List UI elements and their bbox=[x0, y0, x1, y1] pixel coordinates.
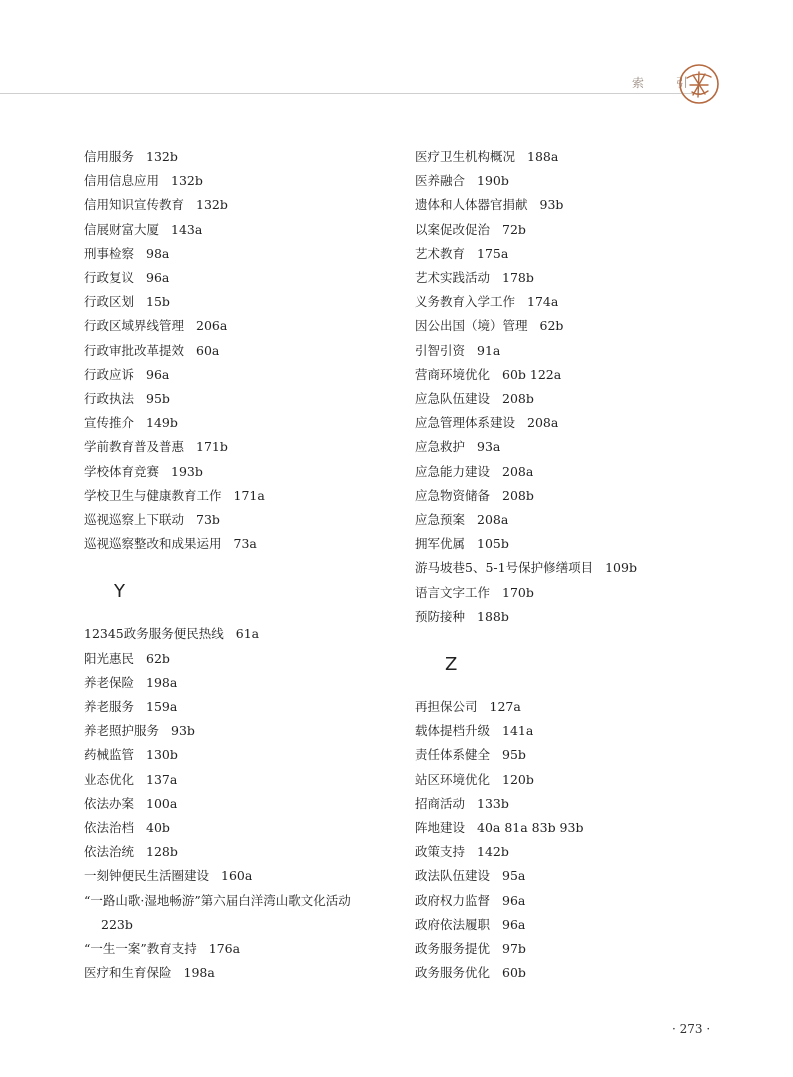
index-page-ref: 95b bbox=[146, 391, 170, 407]
index-page-ref: 193b bbox=[171, 463, 203, 479]
index-entry bbox=[415, 768, 715, 792]
index-term: 阳光惠民 bbox=[84, 650, 135, 666]
index-column-right bbox=[415, 145, 715, 986]
index-entry bbox=[415, 460, 715, 484]
index-entry bbox=[415, 913, 715, 937]
index-entry bbox=[84, 864, 414, 888]
index-page-ref: 142b bbox=[477, 844, 509, 860]
index-page-ref: 171a bbox=[233, 487, 265, 503]
index-page-ref: 105b bbox=[477, 536, 509, 552]
index-term: 应急物资储备 bbox=[415, 487, 491, 503]
index-entry bbox=[415, 695, 715, 719]
index-term: 养老服务 bbox=[84, 699, 135, 715]
index-entry bbox=[84, 435, 414, 459]
seal-logo-icon bbox=[678, 63, 720, 105]
index-page-ref: 149b bbox=[146, 415, 178, 431]
index-entry bbox=[415, 314, 715, 338]
index-entry bbox=[415, 363, 715, 387]
index-page-ref: 208b bbox=[502, 391, 534, 407]
index-term: 拥军优属 bbox=[415, 536, 466, 552]
index-page-ref: 97b bbox=[502, 941, 526, 957]
index-term: 政法队伍建设 bbox=[415, 868, 491, 884]
index-term: 信用信息应用 bbox=[84, 173, 160, 189]
index-term: 依法办案 bbox=[84, 795, 135, 811]
index-page-ref: 137a bbox=[146, 771, 178, 787]
index-page-ref: 98a bbox=[146, 245, 170, 261]
index-page-ref: 93a bbox=[477, 439, 501, 455]
index-page-ref: 96a bbox=[502, 892, 526, 908]
index-page-ref: 174a bbox=[527, 294, 559, 310]
index-term: 再担保公司 bbox=[415, 699, 478, 715]
index-entry bbox=[415, 961, 715, 985]
index-page-ref: 95b bbox=[502, 747, 526, 763]
index-page-ref: 61a bbox=[235, 626, 260, 642]
index-term: 行政执法 bbox=[84, 391, 135, 407]
index-page-ref: 73a bbox=[233, 536, 257, 552]
index-page-ref: 72b bbox=[502, 221, 526, 237]
index-entry bbox=[415, 937, 715, 961]
entry-list-z bbox=[415, 695, 715, 985]
index-term: 责任体系健全 bbox=[415, 747, 491, 763]
index-page-ref: 120b bbox=[502, 771, 534, 787]
index-term: 信展财富大厦 bbox=[84, 221, 160, 237]
index-entry bbox=[84, 193, 414, 217]
index-page-ref: 178b bbox=[502, 270, 534, 286]
index-term: 政府权力监督 bbox=[415, 892, 491, 908]
index-page-ref: 188a bbox=[527, 149, 559, 164]
index-page-ref: 128b bbox=[146, 844, 178, 860]
index-entry bbox=[415, 411, 715, 435]
index-entry bbox=[84, 840, 414, 864]
index-term: 载体提档升级 bbox=[415, 723, 491, 739]
index-term: 以案促改促治 bbox=[415, 221, 491, 237]
index-entry bbox=[415, 581, 715, 605]
index-entry bbox=[415, 864, 715, 888]
index-page-ref: 198a bbox=[146, 674, 178, 690]
index-entry bbox=[415, 145, 715, 169]
index-page-ref: 60b bbox=[502, 965, 526, 981]
index-term: 巡视巡察整改和成果运用 bbox=[84, 536, 222, 552]
index-page-ref: 160a bbox=[221, 868, 253, 884]
index-page-ref: 208a bbox=[527, 415, 559, 431]
index-entry bbox=[84, 622, 414, 646]
index-term: 语言文字工作 bbox=[415, 584, 491, 600]
index-entry bbox=[84, 242, 414, 266]
index-term: 站区环境优化 bbox=[415, 771, 491, 787]
index-page-ref: 170b bbox=[502, 584, 534, 600]
index-page-ref: 73b bbox=[196, 512, 220, 528]
index-page-ref: 109b bbox=[605, 560, 637, 576]
index-entry bbox=[415, 218, 715, 242]
index-entry bbox=[415, 387, 715, 411]
index-entry bbox=[84, 484, 414, 508]
index-page-ref: 223b bbox=[101, 916, 133, 932]
index-entry bbox=[84, 290, 414, 314]
index-term: 应急队伍建设 bbox=[415, 391, 491, 407]
index-page-ref: 141a bbox=[502, 723, 534, 739]
index-entry bbox=[84, 695, 414, 719]
index-entry bbox=[415, 532, 715, 556]
index-page-ref: 175a bbox=[477, 245, 509, 261]
index-page-ref: 132b bbox=[146, 149, 178, 164]
index-term: 应急预案 bbox=[415, 512, 466, 528]
index-term: 行政审批改革提效 bbox=[84, 342, 185, 358]
index-entry bbox=[84, 266, 414, 290]
index-term: 刑事检察 bbox=[84, 245, 135, 261]
index-entry bbox=[415, 605, 715, 629]
index-entry bbox=[84, 792, 414, 816]
index-term: 预防接种 bbox=[415, 608, 466, 624]
index-page-ref: 206a bbox=[196, 318, 228, 334]
index-page-ref: 93b bbox=[171, 723, 195, 739]
entry-list-y bbox=[84, 622, 414, 985]
index-page-ref: 132b bbox=[196, 197, 228, 213]
index-term: 遗体和人体器官捐献 bbox=[415, 197, 528, 213]
entry-list-y-continued bbox=[415, 145, 715, 629]
index-page-ref: 198a bbox=[183, 965, 215, 981]
index-term: 行政复议 bbox=[84, 270, 135, 286]
index-entry bbox=[84, 339, 414, 363]
index-entry bbox=[84, 411, 414, 435]
index-page-ref: 208a bbox=[477, 512, 509, 528]
index-term: 招商活动 bbox=[415, 795, 466, 811]
index-entry bbox=[84, 532, 414, 556]
index-entry bbox=[415, 719, 715, 743]
index-entry bbox=[84, 743, 414, 767]
index-entry bbox=[415, 484, 715, 508]
index-entry bbox=[84, 671, 414, 695]
index-entry bbox=[415, 743, 715, 767]
index-page-ref: 96a bbox=[146, 366, 170, 382]
index-entry bbox=[84, 937, 414, 961]
section-letter-y: Y bbox=[114, 581, 125, 603]
index-entry bbox=[84, 314, 414, 338]
index-page-ref: 159a bbox=[146, 699, 178, 715]
index-term: 政府依法履职 bbox=[415, 916, 491, 932]
index-entry bbox=[415, 816, 715, 840]
index-entry bbox=[84, 218, 414, 242]
index-entry bbox=[415, 556, 715, 580]
index-term: 艺术实践活动 bbox=[415, 270, 491, 286]
index-page-ref: 132b bbox=[171, 173, 203, 189]
index-term: 业态优化 bbox=[84, 771, 135, 787]
index-page-ref: 176a bbox=[208, 941, 241, 957]
index-page-ref: 208a bbox=[502, 463, 534, 479]
index-entry bbox=[84, 508, 414, 532]
index-entry bbox=[84, 169, 414, 193]
index-term: 医疗卫生机构概况 bbox=[415, 149, 516, 164]
page-number: · 273 · bbox=[672, 1022, 711, 1036]
index-term: 义务教育入学工作 bbox=[415, 294, 516, 310]
index-term: 行政应诉 bbox=[84, 366, 135, 382]
index-term: 养老照护服务 bbox=[84, 723, 160, 739]
index-term: 养老保险 bbox=[84, 674, 135, 690]
index-term: 政务服务提优 bbox=[415, 941, 491, 957]
index-entry bbox=[84, 647, 414, 671]
index-entry bbox=[84, 816, 414, 840]
index-term: 行政区划 bbox=[84, 294, 135, 310]
index-term: 应急能力建设 bbox=[415, 463, 491, 479]
index-term: 应急救护 bbox=[415, 439, 466, 455]
index-page-ref: 40b bbox=[146, 820, 170, 836]
index-term: 引智引资 bbox=[415, 342, 466, 358]
index-term: 药械监管 bbox=[84, 747, 135, 763]
index-term: 宣传推介 bbox=[84, 415, 135, 431]
index-entry bbox=[415, 266, 715, 290]
section-letter-z: Z bbox=[445, 654, 458, 676]
index-term: 因公出国（境）管理 bbox=[415, 318, 528, 334]
index-term: 巡视巡察上下联动 bbox=[84, 512, 185, 528]
index-entry bbox=[84, 460, 414, 484]
index-term: “一生一案”教育支持 bbox=[84, 941, 197, 957]
index-page-ref: 62b bbox=[539, 318, 564, 334]
index-term: 医疗和生育保险 bbox=[84, 965, 172, 981]
index-page-ref: 96a bbox=[146, 270, 170, 286]
index-term: 依法治统 bbox=[84, 844, 135, 860]
index-page-ref: 91a bbox=[477, 342, 501, 358]
index-entry bbox=[415, 508, 715, 532]
index-page-ref: 60a bbox=[196, 342, 220, 358]
index-page-ref: 100a bbox=[146, 795, 178, 811]
index-entry bbox=[415, 792, 715, 816]
index-term: 营商环境优化 bbox=[415, 366, 491, 382]
index-entry bbox=[84, 768, 414, 792]
index-entry bbox=[415, 840, 715, 864]
index-term: 12345政务服务便民热线 bbox=[84, 626, 224, 642]
index-term: 医养融合 bbox=[415, 173, 466, 189]
index-column-left bbox=[84, 145, 414, 986]
index-term: 游马坡巷5、5-1号保护修缮项目 bbox=[415, 560, 594, 576]
index-entry bbox=[84, 889, 414, 937]
index-term: 学校卫生与健康教育工作 bbox=[84, 487, 222, 503]
index-entry bbox=[84, 719, 414, 743]
index-page-ref: 171b bbox=[196, 439, 228, 455]
index-page-ref: 143a bbox=[171, 221, 203, 237]
index-entry bbox=[84, 145, 414, 169]
index-term: 信用知识宣传教育 bbox=[84, 197, 185, 213]
index-entry bbox=[415, 339, 715, 363]
index-term: 行政区域界线管理 bbox=[84, 318, 185, 334]
index-page-ref: 190b bbox=[477, 173, 509, 189]
index-page-ref: 188b bbox=[477, 608, 509, 624]
index-term: 艺术教育 bbox=[415, 245, 466, 261]
index-term: 学前教育普及普惠 bbox=[84, 439, 185, 455]
section-title: 索 引 bbox=[632, 76, 702, 90]
index-page-ref: 127a bbox=[489, 699, 521, 715]
index-page-ref: 93b bbox=[539, 197, 564, 213]
index-entry bbox=[415, 290, 715, 314]
index-page-ref: 60b 122a bbox=[502, 366, 562, 382]
index-term: 阵地建设 bbox=[415, 820, 466, 836]
header-rule bbox=[0, 93, 700, 94]
index-entry bbox=[415, 242, 715, 266]
index-page-ref: 208b bbox=[502, 487, 534, 503]
index-page-ref: 15b bbox=[146, 294, 170, 310]
index-entry bbox=[84, 961, 414, 985]
index-term: 政务服务优化 bbox=[415, 965, 491, 981]
index-entry bbox=[415, 169, 715, 193]
entry-list-x bbox=[84, 145, 414, 556]
index-entry bbox=[415, 889, 715, 913]
index-entry bbox=[84, 387, 414, 411]
index-page-ref: 96a bbox=[502, 916, 526, 932]
index-entry bbox=[84, 363, 414, 387]
index-term: 学校体育竞赛 bbox=[84, 463, 160, 479]
index-term: 信用服务 bbox=[84, 149, 135, 164]
index-term: 应急管理体系建设 bbox=[415, 415, 516, 431]
index-page-ref: 95a bbox=[502, 868, 526, 884]
index-term: 一刻钟便民生活圈建设 bbox=[84, 868, 210, 884]
index-term: 依法治档 bbox=[84, 820, 135, 836]
index-entry bbox=[415, 193, 715, 217]
index-entry bbox=[415, 435, 715, 459]
index-page-ref: 130b bbox=[146, 747, 178, 763]
index-page-ref: 40a 81a 83b 93b bbox=[477, 820, 584, 836]
index-page-ref: 62b bbox=[146, 650, 170, 666]
index-page-ref: 133b bbox=[477, 795, 509, 811]
index-term: “一路山歌·湿地畅游”第六届白洋湾山歌文化活动 bbox=[84, 892, 351, 908]
index-term: 政策支持 bbox=[415, 844, 466, 860]
